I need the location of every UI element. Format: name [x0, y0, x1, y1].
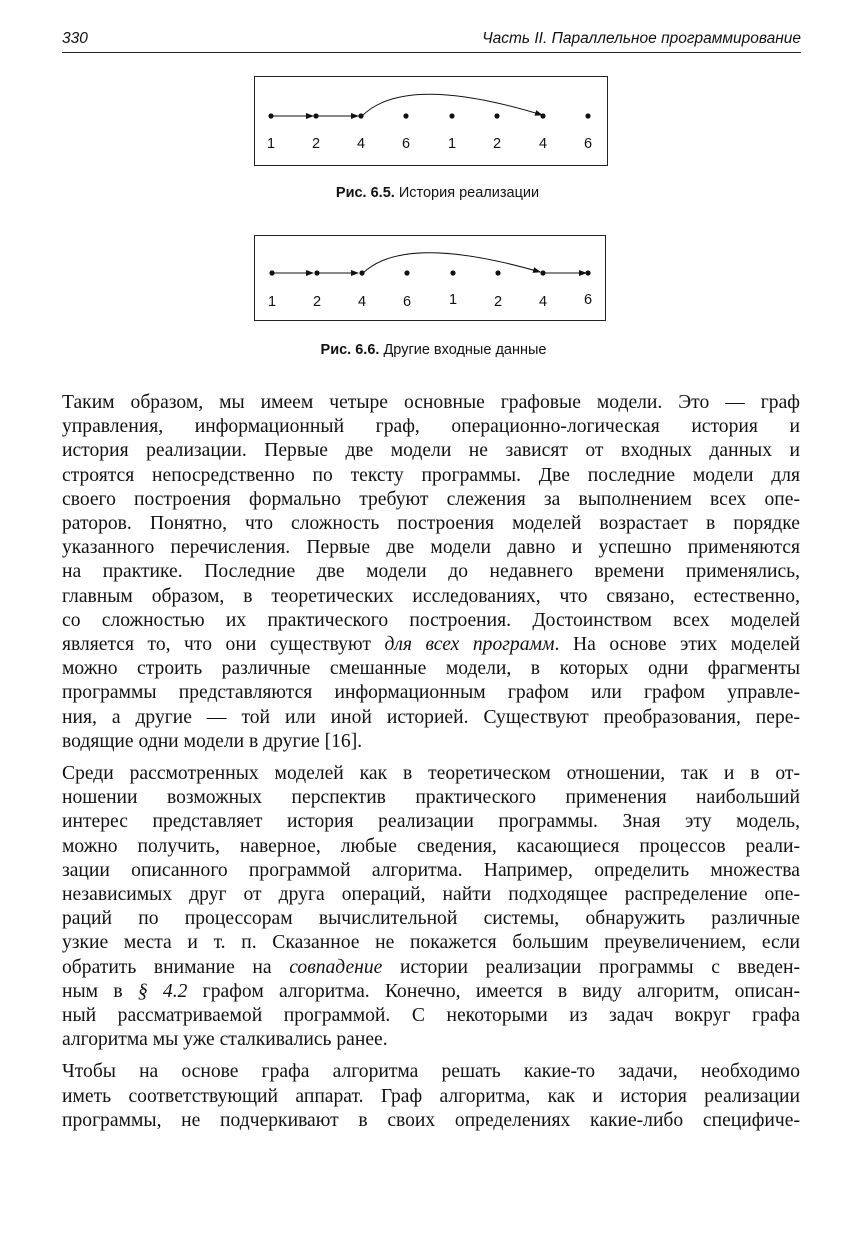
text-line: независимых друг от друга операций, найти подходящее распределение опе-: [62, 884, 800, 906]
text-line: Чтобы на основе графа алгоритма решать какие-то задачи, необходимо: [62, 1061, 800, 1083]
node: [313, 113, 318, 118]
text-line: ный рассматриваемой программой. С некоторыми из задач вокруг графа: [62, 1005, 800, 1027]
paragraph-1: [62, 391, 800, 754]
text-run: графом алгоритма. Конечно, имеется в виду алгоритм, описан-: [187, 980, 800, 1002]
figure-6-6-caption: [0, 342, 867, 358]
text-line: раций по процессорам вычислительной системы, обнаружить различные: [62, 908, 800, 930]
running-header: [62, 30, 801, 53]
node-label: 4: [538, 294, 548, 310]
caption-label: Рис. 6.6.: [320, 342, 380, 358]
figure-6-6-diagram: [255, 236, 605, 320]
node: [540, 113, 545, 118]
paragraph-2: [62, 762, 800, 1052]
running-title: Часть II. Параллельное программирование: [482, 30, 801, 47]
node-label: 6: [583, 136, 593, 152]
figure-6-5: [254, 76, 608, 166]
emphasis: для всех программ: [384, 634, 555, 656]
node-label: 6: [401, 136, 411, 152]
text-run: ным в: [62, 980, 138, 1002]
text-line: своего построения формально требуют слежения за выполнением всех опе-: [62, 488, 800, 510]
text-line: иметь соответствующий аппарат. Граф алгоритма, как и история реализации: [62, 1085, 800, 1107]
node-label: 1: [448, 292, 458, 308]
text-line: [62, 980, 800, 1004]
figure-6-5-diagram: [255, 77, 607, 165]
text-line: водящие одни модели в другие [16].: [62, 730, 363, 752]
node: [403, 113, 408, 118]
node-label: 4: [357, 294, 367, 310]
page-number: 330: [62, 30, 88, 47]
node-label: 4: [356, 136, 366, 152]
node-label: 6: [402, 294, 412, 310]
text-line: можно получить, наверное, любые сведения, касающиеся процессов реали-: [62, 835, 800, 857]
text-line: на практике. Последние две модели до недавнего времени применялись,: [62, 561, 800, 583]
text-line: зации описанного программой алгоритма. Например, определить множества: [62, 859, 800, 881]
emphasis: совпадение: [289, 956, 383, 978]
node: [359, 270, 364, 275]
edge-4-4-arc: [362, 94, 542, 116]
text-line: история реализации. Первые две модели не зависят от входных данных и: [62, 440, 800, 462]
caption-label: Рис. 6.5.: [335, 185, 395, 201]
text-line: строятся непосредственно по тексту программы. Две последние модели для: [62, 464, 800, 486]
node-label: 1: [266, 136, 276, 152]
node-label: 1: [267, 294, 277, 310]
figure-6-5-caption: [0, 185, 867, 201]
body-text: [62, 391, 800, 1141]
text-line: Таким образом, мы имеем четыре основные графовые модели. Это — граф: [62, 392, 800, 413]
node-label: 2: [312, 294, 322, 310]
text-line: программы представляются информационным графом или графом управле-: [62, 682, 800, 704]
text-line: [62, 633, 800, 657]
caption-text: История реализации: [394, 185, 540, 201]
text-line: интерес представляет история реализации программы. Зная эту модель,: [62, 811, 800, 833]
node: [495, 270, 500, 275]
text-line: ношении возможных перспектив практического применения наибольший: [62, 787, 800, 809]
edge-4-4-arc: [363, 253, 540, 273]
text-line: программы, не подчеркивают в своих определениях какие-либо специфиче-: [62, 1109, 800, 1131]
text-run: . На основе этих моделей: [554, 634, 800, 656]
node-label: 1: [447, 136, 457, 152]
figure-6-6: [254, 235, 606, 321]
node: [404, 270, 409, 275]
node-label: 4: [538, 136, 548, 152]
node: [540, 270, 545, 275]
section-reference: § 4.2: [137, 980, 188, 1002]
node: [314, 270, 319, 275]
node: [449, 113, 454, 118]
caption-text: Другие входные данные: [379, 342, 547, 358]
text-run: обратить внимание на: [62, 956, 290, 978]
text-line: узкие места и т. п. Сказанное не покажется большим преувеличением, если: [62, 932, 800, 954]
node-label: 2: [493, 294, 503, 310]
text-line: Среди рассмотренных моделей как в теоретическом отношении, так и в от-: [62, 763, 800, 785]
text-line: [62, 956, 800, 980]
node: [585, 113, 590, 118]
text-run: истории реализации программы с введен-: [382, 956, 801, 978]
node: [268, 113, 273, 118]
text-line: управления, информационный граф, операционно-логическая история и: [62, 416, 800, 438]
text-line: со сложностью их практического построения. Достоинством всех моделей: [62, 609, 800, 631]
node: [585, 270, 590, 275]
node: [450, 270, 455, 275]
node-label: 6: [583, 292, 593, 308]
text-line: алгоритма мы уже сталкивались ранее.: [62, 1029, 388, 1051]
node-label: 2: [492, 136, 502, 152]
text-line: раторов. Понятно, что сложность построения моделей возрастает в порядке: [62, 513, 800, 535]
paragraph-3: [62, 1060, 800, 1133]
text-line: ния, а другие — той или иной историей. Существуют преобразования, пере-: [62, 706, 800, 728]
node: [358, 113, 363, 118]
node: [269, 270, 274, 275]
text-line: указанного перечисления. Первые две модели давно и успешно применяются: [62, 537, 800, 559]
text-line: главным образом, в теоретических исследованиях, что связано, естественно,: [62, 585, 800, 607]
node-label: 2: [311, 136, 321, 152]
text-line: можно строить различные смешанные модели, в которых одни фрагменты: [62, 658, 800, 680]
node: [494, 113, 499, 118]
text-run: является то, что они существуют: [62, 634, 385, 656]
